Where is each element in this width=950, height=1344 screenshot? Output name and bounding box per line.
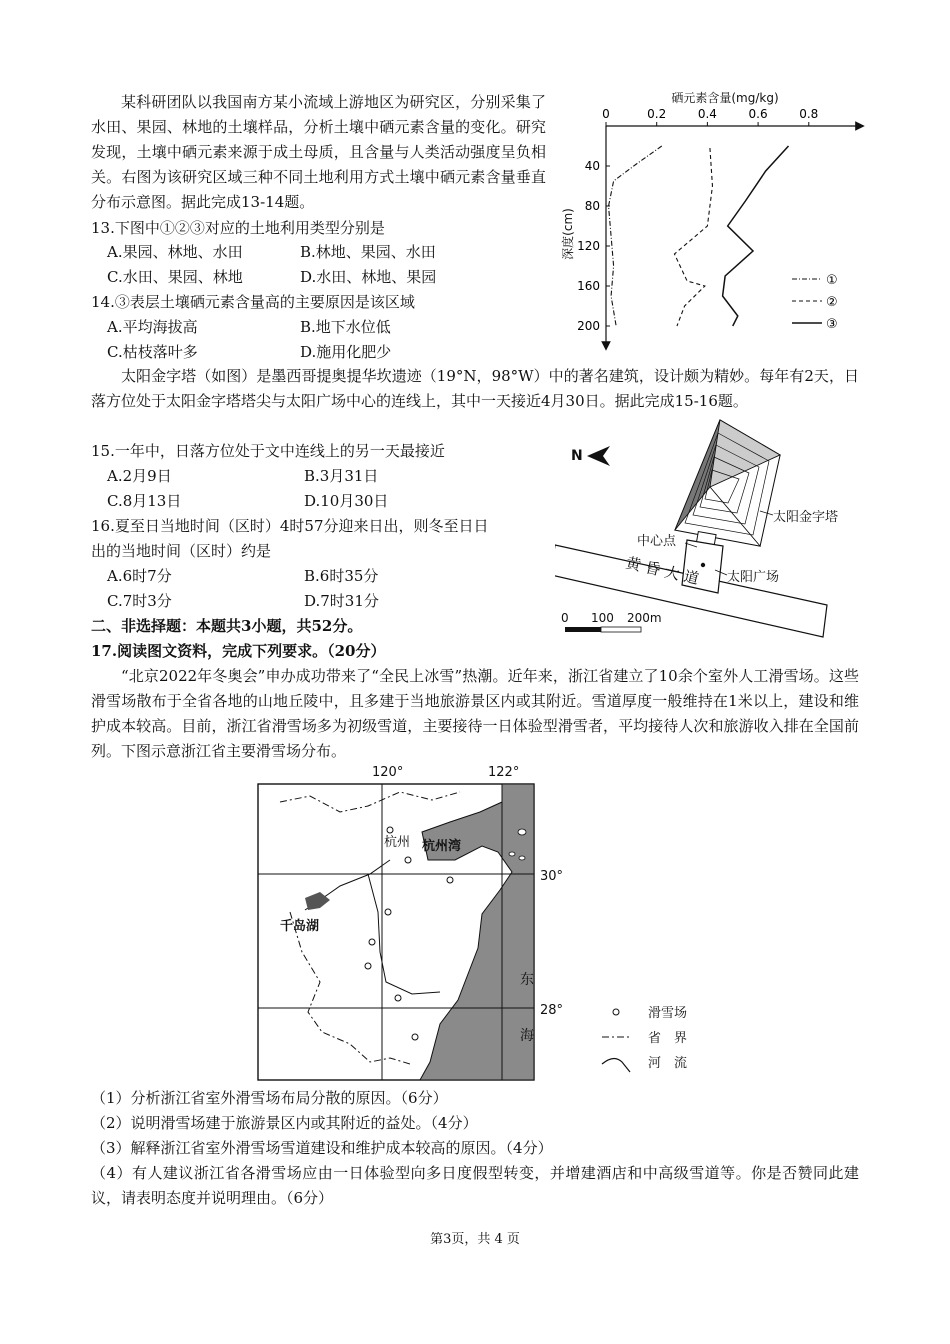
legend-ski: 滑雪场 [648,1006,688,1021]
legend-label-③: ③ [826,317,838,332]
y-tick-label: 40 [584,159,600,173]
ski-resort-icon [387,827,393,833]
plaza-label: 太阳广场 [727,570,780,585]
y-axis-label: 深度(cm) [561,208,575,260]
q14-option-d: D.施用化肥少 [300,343,392,361]
q13-stem: 13.下图中①②③对应的土地利用类型分别是 [91,219,385,237]
q16-option-b: B.6时35分 [304,567,379,585]
q14-option-a: A.平均海拔高 [107,318,198,336]
q16-option-a: A.6时7分 [107,567,172,585]
q14-stem: 14.③表层土壤硒元素含量高的主要原因是该区域 [91,293,415,311]
q17-sub-1: （1）分析浙江省室外滑雪场布局分散的原因。（6分） [91,1089,448,1107]
bay-label: 杭州湾 [422,839,462,854]
zhejiang-map [250,762,720,1084]
x-tick-label: 0.6 [748,107,768,121]
sea-label-2: 海 [520,1028,534,1044]
x-tick-label: 0 [602,107,610,121]
center-label: 中心点 [637,534,677,549]
q17-sub-2: （2）说明滑雪场建于旅游景区内或其附近的益处。（4分） [91,1114,478,1132]
q13-option-a: A.果园、林地、水田 [107,243,243,261]
scale-100: 100 [591,611,614,625]
y-tick-label: 120 [577,239,600,253]
pyramid-shape [675,420,780,546]
q16-option-c: C.7时3分 [107,592,172,610]
q17-passage: “北京2022年冬奥会”申办成功带来了“全民上冰雪”热潮。近年来，浙江省建立了10余个室外人工滑雪场。这些滑雪场散布于全省各地的山地丘陵中，且多建于当地旅游景区内或其附近。雪道厚度一般维持在1米以上，建设和维护成本较高。目前，浙江省滑雪场多为初级雪道，主要接待一日体验型滑雪者，平均接待人次和旅游收入排在全国前列。下图示意浙江省主要滑雪场分布。 [91,667,859,760]
x-tick-label: 0.2 [647,107,667,121]
legend-river-icon [602,1058,630,1072]
q14-option-b: B.地下水位低 [300,318,391,336]
q17-stem: 17.阅读图文资料，完成下列要求。（20分） [91,642,386,660]
q15-option-c: C.8月13日 [107,492,182,510]
q15-stem: 15.一年中，日落方位处于文中连线上的另一天最接近 [91,442,445,460]
legend-label-①: ① [826,273,838,288]
road-label: 黄 昏 大 道 [624,553,701,589]
q17-sub-3: （3）解释浙江省室外滑雪场雪道建设和维护成本较高的原因。（4分） [91,1139,553,1157]
y-tick-label: 80 [584,199,600,213]
ski-resort-icon [447,877,453,883]
lake-label: 千岛湖 [280,919,320,934]
pyramid-diagram [555,415,845,640]
q17-sub-4: （4）有人建议浙江省各滑雪场应由一日体验型向多日度假型转变，并增建酒店和中高级雪道等。你是否赞同此建议，请表明态度并说明理由。（6分） [91,1164,859,1207]
hangzhou-label: 杭州 [384,835,411,850]
legend-river: 河 流 [648,1056,688,1071]
y-tick-label: 200 [577,319,600,333]
legend-ski-icon [613,1009,619,1015]
scale-200: 200m [627,611,662,625]
ski-resort-icon [412,1034,418,1040]
lat-28: 28° [540,1003,564,1018]
pyramid-label: 太阳金字塔 [773,510,839,525]
chart-title: 硒元素含量(mg/kg) [671,91,779,105]
lon-120: 120° [372,765,404,780]
q16-stem-line2: 出的当地时间（区时）约是 [91,542,272,560]
ski-resort-icon [385,909,391,915]
q16-stem-line1: 16.夏至日当地时间（区时）4时57分迎来日出，则冬至日日 [91,517,489,535]
scale-0: 0 [561,611,569,625]
x-tick-label: 0.4 [697,107,717,121]
legend-label-②: ② [826,295,838,310]
passage-1: 某科研团队以我国南方某小流域上游地区为研究区，分别采集了水田、果园、林地的土壤样品，分析土壤中硒元素含量的变化。研究发现，土壤中硒元素来源于成土母质，且含量与人类活动强度呈负相关。右图为该研究区域三种不同土地利用方式土壤中硒元素含量垂直分布示意图。据此完成13-14题。 [91,93,546,211]
ski-resort-icon [369,939,375,945]
q15-option-d: D.10月30日 [304,492,389,510]
north-arrow-icon [587,446,610,466]
q13-option-b: B.林地、果园、水田 [300,243,436,261]
passage-2: 太阳金字塔（如图）是墨西哥提奥提华坎遗迹（19°N，98°W）中的著名建筑，设计颇为精妙。每年有2天，日落方位处于太阳金字塔塔尖与太阳广场中心的连线上，其中一天接近4月30日。据此完成15-16题。 [91,367,859,410]
series-line-③ [723,146,789,326]
sea-label-1: 东 [520,972,534,988]
y-tick-label: 160 [577,279,600,293]
ski-resort-icon [395,995,401,1001]
legend-border: 省 界 [648,1031,688,1046]
series-line-① [609,146,662,326]
q16-option-d: D.7时31分 [304,592,379,610]
series-line-② [674,148,712,326]
north-label: N [571,448,583,464]
q14-option-c: C.枯枝落叶多 [107,343,198,361]
page-footer: 第3页，共 4 页 [430,1232,520,1247]
q13-option-d: D.水田、林地、果园 [300,268,437,286]
center-point [701,563,705,567]
ski-resort-icon [405,857,411,863]
ski-resort-icon [365,963,371,969]
lat-30: 30° [540,869,564,884]
x-tick-label: 0.8 [799,107,819,121]
q15-option-a: A.2月9日 [107,467,172,485]
q13-option-c: C.水田、果园、林地 [107,268,243,286]
q15-option-b: B.3月31日 [304,467,379,485]
section-2-heading: 二、非选择题：本题共3小题，共52分。 [91,617,363,635]
lon-122: 122° [488,765,520,780]
selenium-chart [560,84,880,354]
